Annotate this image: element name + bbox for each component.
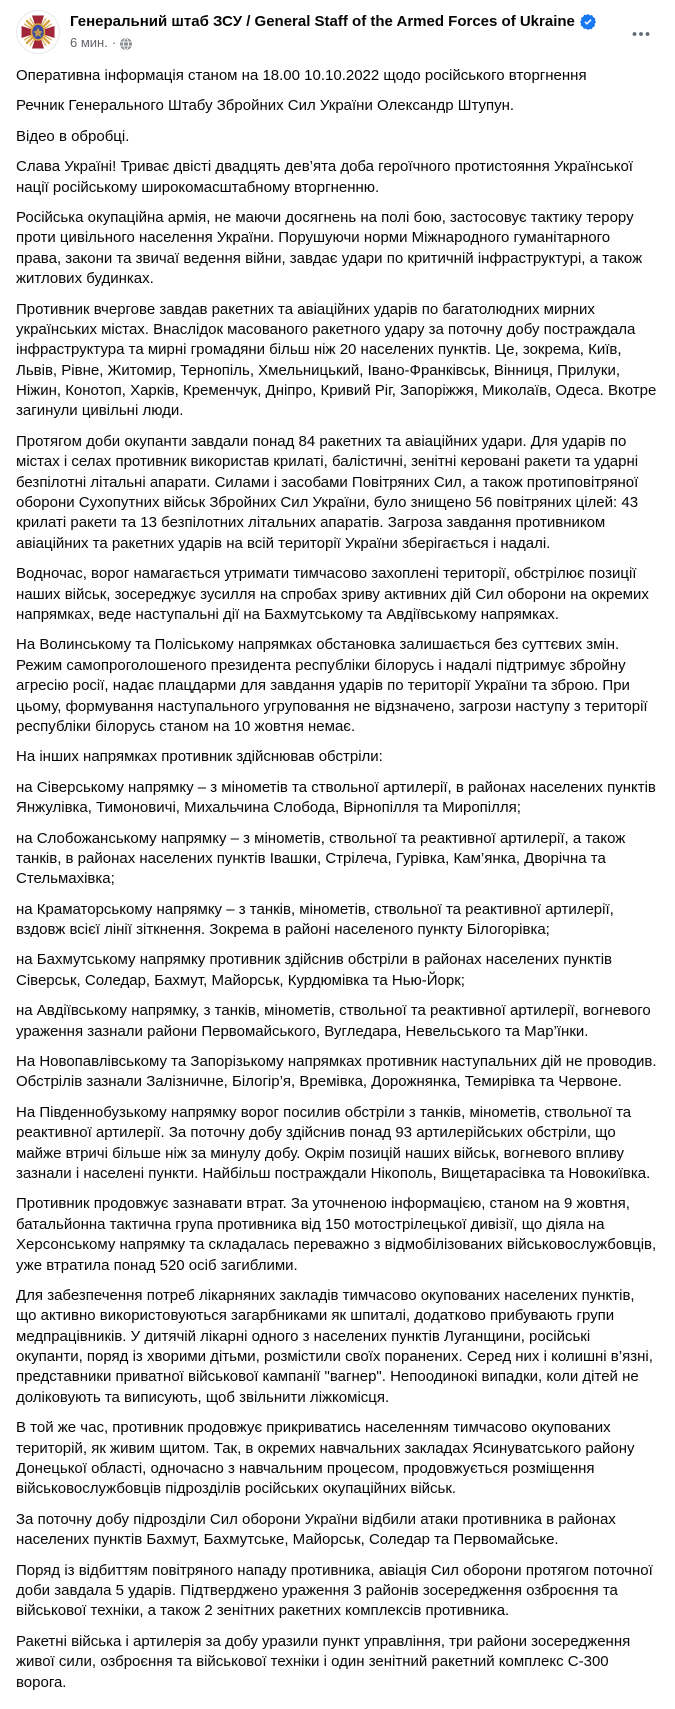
post-paragraph: В той же час, противник продовжує прикриватись населенням тимчасово окупованих територій, як живим щитом. Так, в окремих навчальних закладах Ясинуватського району Донецької області, одночасно з навчальним процесом, продовжується розміщення військовослужбовців підрозділів російських окупаційних військ. [16,1419,635,1498]
meta-separator: · [111,35,117,50]
post-paragraph: на Сіверському напрямку – з мінометів та ствольної артилерії, в районах населених пунктів Янжулівка, Тимоновичі, Михальчина Слобода, Вірнопілля та Миропілля; [16,778,656,817]
post-paragraph: Слава Україні! Триває двісті двадцять дев’ята доба героїчного протистояння Української нації російському широкомасштабному вторгненню. [16,158,633,196]
post-paragraph: На Південнобузькому напрямку ворог посилив обстріли з танків, мінометів, ствольної та реактивної артилерії. За поточну добу здійснив понад 93 артилерійських обстріли, що майже втричі більше ніж за минулу добу. Окрім позицій наших військ, вогневого впливу зазнали і населені пункти. Найбільш постраждали Нікополь, Вищетарасівка та Новокиївка. [16,1103,651,1182]
post-paragraph: на Бахмутському напрямку противник здійснив обстріли в районах населених пунктів Сіверськ, Соледар, Бахмут, Майорськ, Курдюмівка та Нью-Йорк; [16,951,613,989]
post-paragraph: Відео в обробці. [16,127,130,145]
post-paragraph: Противник продовжує зазнавати втрат. За уточненою інформацією, станом на 9 жовтня, батальйонна тактична група противника від 150 мотострілецької дивізії, що діяла на Херсонському напрямку та складалась переважно з відмобілізованих військовослужбовців, уже втратила понад 520 осіб загиблими. [16,1195,657,1274]
post-paragraph: Для забезпечення потреб лікарняних закладів тимчасово окупованих населених пунктів, що активно використовуються загарбниками як шпиталі, додатково прибувають групи медпрацівників. У дитячій лікарні одного з населених пунктів Луганщини, російські окупанти, поряд із хворими дітьми, розмістили своїх поранених. Серед них і колишні в’язні, представники приватної військової кампанії "вагнер". Непоодинокі випадки, коли дітей не доліковують та виписують, щоб звільнити ліжкомісця. [16,1286,653,1406]
header-info [70,10,623,51]
post-paragraph: На Волинському та Поліському напрямках обстановка залишається без суттєвих змін. Режим самопроголошеного президента республіки білорусь і надалі підтримує збройну агресію росії, надає плацдарми для завдання ударів по території України та зброю. При цьому, формування наступального угруповання не відзначено, загрози наступу з території республіки білорусь станом на 10 жовтня немає. [16,636,648,735]
post-paragraph: на Слобожанському напрямку – з мінометів, ствольної та реактивної артилерії, а також танків, в районах населених пунктів Івашки, Стрілеча, Гурівка, Кам’янка, Дворічна та Стельмахівка; [16,829,626,888]
post-paragraph: Ракетні війська і артилерія за добу уразили пункт управління, три райони зосередження живої сили, озброєння та військової техніки і один зенітний ракетний комплекс С-300 ворога. [16,1632,631,1691]
globe-public-icon [120,38,132,50]
page-name-link[interactable]: Генеральний штаб ЗСУ / General Staff of the Armed Forces of Ukraine [70,13,575,30]
name-row [70,12,623,32]
avatar[interactable] [16,10,60,54]
post-header [0,0,675,54]
general-staff-emblem-icon [16,10,60,54]
post-paragraph: на Авдіївському напрямку, з танків, мінометів, ствольної та реактивної артилерії, вогневого ураження зазнали райони Первомайського, Вугледара, Невельського та Мар’їнки. [16,1002,651,1040]
post-paragraph: За поточну добу підрозділи Сил оборони України відбили атаки противника в районах населених пунктів Бахмут, Бахмутське, Майорськ, Соледар та Первомайське. [16,1510,616,1549]
timestamp[interactable]: 6 мин. [70,35,108,50]
post-paragraph: Оперативна інформація станом на 18.00 10.10.2022 щодо російського вторгнення [16,67,587,84]
post-paragraph: Речник Генерального Штабу Збройних Сил України Олександр Штупун. [16,97,515,115]
meta-row [70,35,623,51]
post-paragraph: Протягом доби окупанти завдали понад 84 ракетних та авіаційних удари. Для ударів по містах і селах противник використав крилаті, балістичні, зенітні керовані ракети та ударні безпілотні літальні апарати. Силами і засобами Повітряних Сил, а також протиповітряної оборони Сухопутних військ Збройних Сил України, було знищено 56 повітряних цілей: 43 крилаті ракети та 13 безпілотних літальних апаратів. Загроза завдання противником авіаційних та ракетних ударів на всій території України зберігається і надалі. [16,432,639,552]
post-body [0,54,675,1709]
post-paragraph: на Краматорському напрямку – з танків, мінометів, ствольної та реактивної артилерії, вздовж всієї лінії зіткнення. Зокрема в районі населеного пункту Білогорівка; [16,900,614,939]
more-options-dots-icon [631,24,651,44]
post-paragraph: Поряд із відбиттям повітряного нападу противника, авіація Сил оборони протягом поточної доби завдала 5 ударів. Підтверджено ураження 3 районів зосередження озброєння та військової техніки, а також 2 зенітних ракетних комплексів противника. [16,1561,653,1620]
post-paragraph: Противник вчергове завдав ракетних та авіаційних ударів по багатолюдних мирних українських містах. Внаслідок масованого ракетного удару за поточну добу постраждала інфраструктура та мирні громадяни більш ніж 20 населених пунктів. Це, зокрема, Київ, Львів, Рівне, Житомир, Тернопіль, Хмельницький, Івано-Франківськ, Вінниця, Прилуки, Ніжин, Конотоп, Харків, Кременчук, Дніпро, Кривий Ріг, Запоріжжя, Миколаїв, Одеса. Вкотре загинули цивільні люди. [16,300,657,420]
verified-badge-icon [580,14,596,30]
more-options-button[interactable] [623,16,659,52]
post-paragraph: Водночас, ворог намагається утримати тимчасово захоплені території, обстрілює позиції наших військ, зосереджує зусилля на спробах зриву активних дій Сил оборони на окремих напрямках, веде наступальні дії на Бахмутському та Авдіївському напрямках. [16,565,649,623]
post-paragraph: На Новопавлівському та Запорізькому напрямках противник наступальних дій не проводив. Обстрілів зазнали Залізничне, Білогір’я, Времівка, Дорожнянка, Темирівка та Червоне. [16,1053,657,1091]
post-paragraph: На інших напрямках противник здійснював обстріли: [16,748,383,766]
post-paragraph: Російська окупаційна армія, не маючи досягнень на полі бою, застосовує тактику терору проти цивільного населення України. Порушуючи норми Міжнародного гуманітарного права, закони та звичаї ведення війни, завдає удари по критичній інфраструктурі, а також житлових будинках. [16,208,643,288]
